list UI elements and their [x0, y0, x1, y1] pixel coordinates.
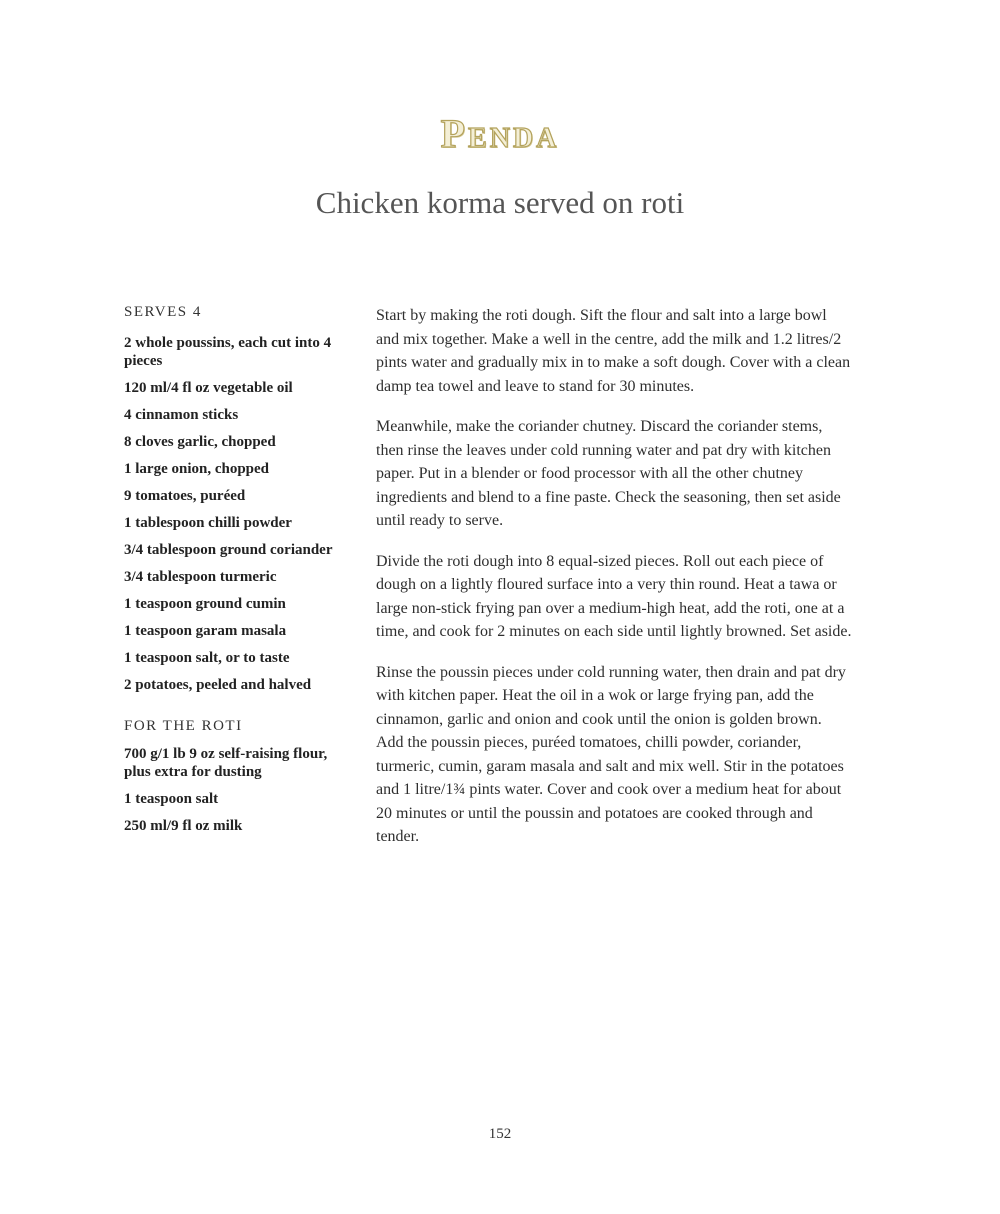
ingredient-item: 1 teaspoon garam masala [124, 623, 287, 639]
ingredient-item: 2 potatoes, peeled and halved [124, 677, 312, 693]
ingredient-item: 1 teaspoon salt [124, 791, 219, 807]
page-number: 152 [488, 1126, 512, 1142]
ingredient-item: 120 ml/4 fl oz vegetable oil [124, 380, 293, 396]
recipe-title: Penda [440, 111, 560, 156]
ingredient-item: 250 ml/9 fl oz milk [124, 818, 243, 834]
main-ingredients-list [124, 334, 339, 694]
method-paragraph: Meanwhile, make the coriander chutney. Discard the coriander stems, then rinse the leaves under cold running water and pat dry with kitchen paper. Put in a blender or food processor with all the other chutney ingredients and blend to a fine paste. Check the seasoning, then set aside until ready to serve. [376, 418, 841, 529]
roti-section-label: FOR THE ROTI [124, 718, 243, 734]
ingredient-item: 1 teaspoon salt, or to taste [124, 650, 290, 666]
method-paragraph: Rinse the poussin pieces under cold running water, then drain and pat dry with kitchen paper. Heat the oil in a wok or large frying pan, add the cinnamon, garlic and onion and cook until the onion is golden brown. Add the poussin pieces, puréed tomatoes, chilli powder, coriander, turmeric, cumin, garam masala and salt and mix well. Stir in the potatoes and 1 litre/1¾ pints water. Cover and cook over a medium heat for about 20 minutes or until the poussin and potatoes are cooked through and tender. [376, 663, 846, 845]
ingredient-item: 700 g/1 lb 9 oz self-raising flour, plus extra for dusting [124, 746, 328, 780]
method-paragraph: Start by making the roti dough. Sift the flour and salt into a large bowl and mix together. Make a well in the centre, add the milk and 1.2 litres/2 pints water and gradually mix in to make a soft dough. Cover with a clean damp tea towel and leave to stand for 30 minutes. [376, 307, 851, 395]
ingredient-item: 1 teaspoon ground cumin [124, 596, 286, 612]
method-paragraph: Divide the roti dough into 8 equal-sized pieces. Roll out each piece of dough on a lightly floured surface into a very thin round. Heat a tawa or large non-stick frying pan over a medium-high heat, add the roti, one at a time, and cook for 2 minutes on each side until lightly browned. Set aside. [376, 552, 852, 640]
roti-ingredients-list [124, 745, 339, 835]
ingredient-item: 4 cinnamon sticks [124, 407, 239, 423]
ingredient-item: 3/4 tablespoon ground coriander [124, 542, 333, 558]
ingredients-column [124, 304, 339, 844]
method-column [376, 304, 852, 866]
serves-label: SERVES 4 [124, 304, 202, 320]
ingredient-item: 2 whole poussins, each cut into 4 pieces [124, 335, 332, 369]
ingredient-item: 8 cloves garlic, chopped [124, 434, 276, 450]
recipe-subtitle: Chicken korma served on roti [315, 185, 685, 220]
ingredient-item: 3/4 tablespoon turmeric [124, 569, 277, 585]
ingredient-item: 9 tomatoes, puréed [124, 488, 246, 504]
ingredient-item: 1 large onion, chopped [124, 461, 270, 477]
ingredient-item: 1 tablespoon chilli powder [124, 515, 292, 531]
